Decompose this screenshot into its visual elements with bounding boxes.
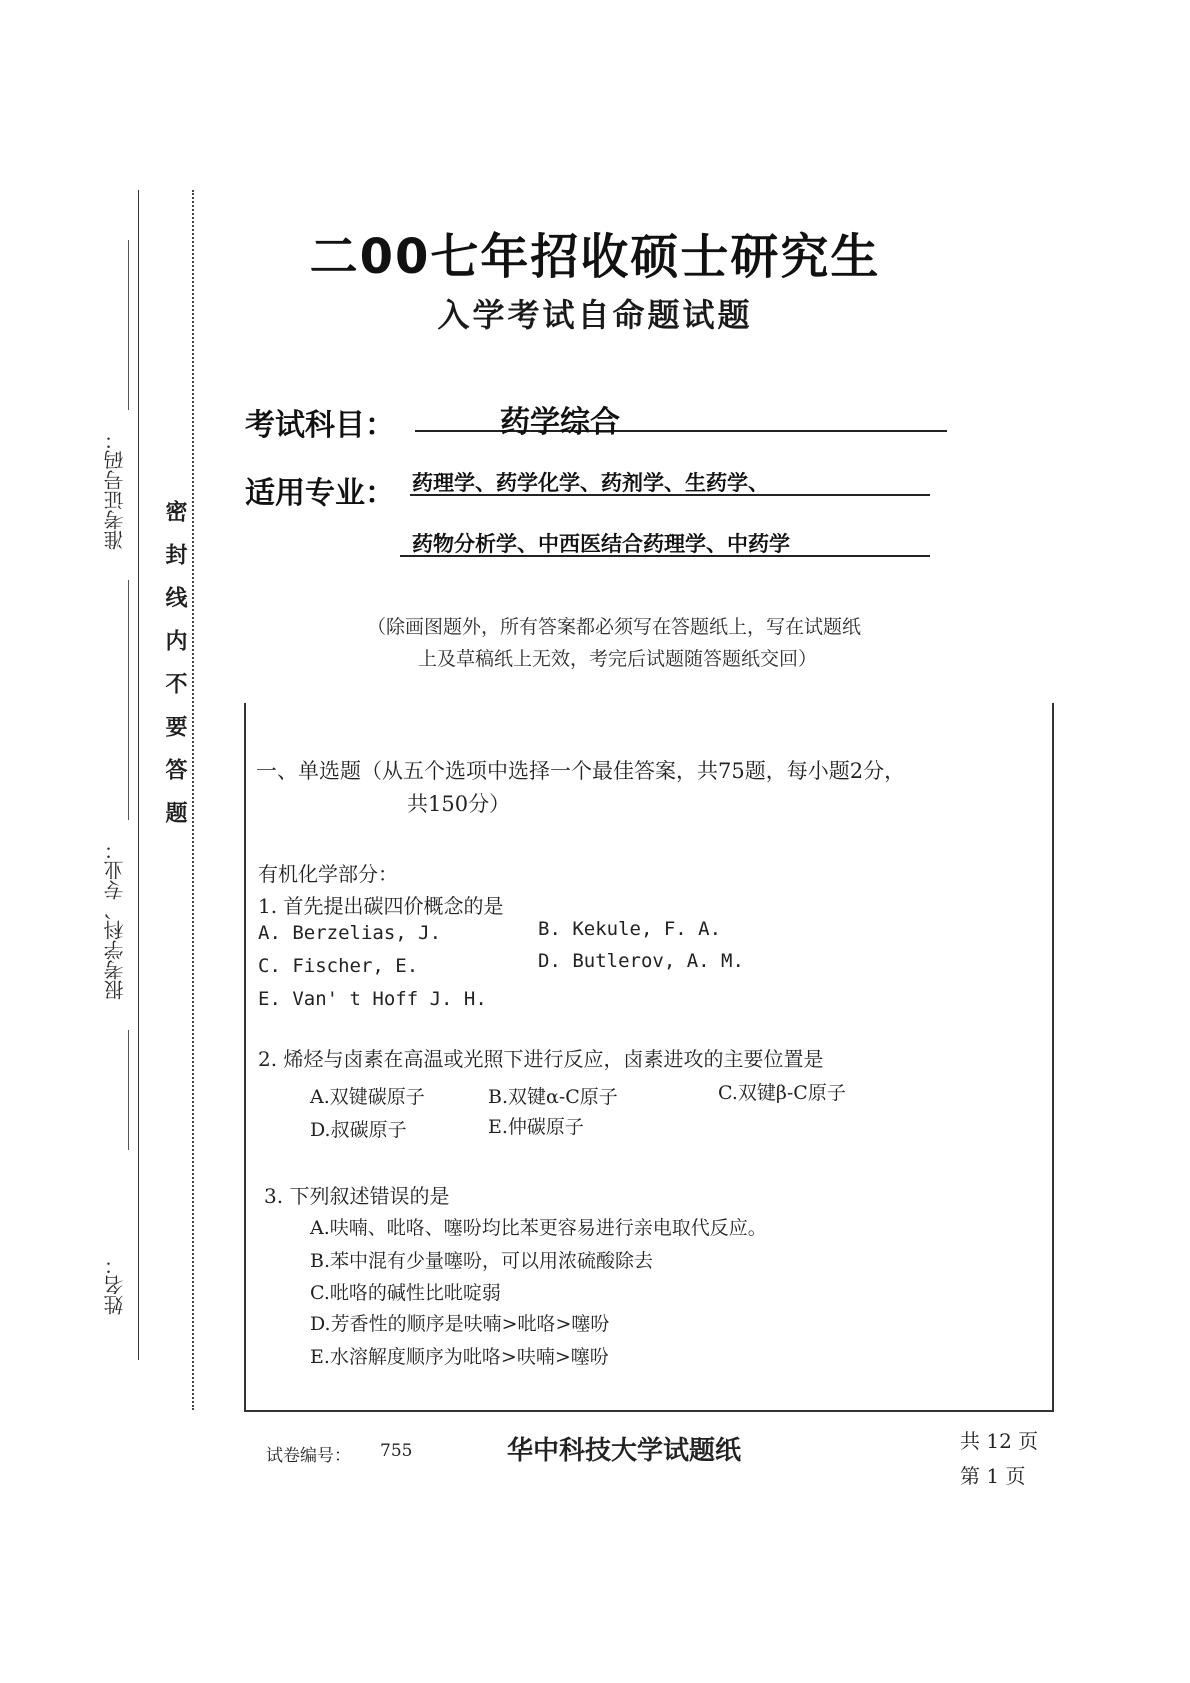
question-3-option-a: A.呋喃、吡咯、噻吩均比苯更容易进行亲电取代反应。 <box>310 1217 767 1239</box>
question-3-stem: 3. 下列叙述错误的是 <box>264 1184 450 1208</box>
subject-label: 考试科目： <box>245 408 395 443</box>
majors-line-2: 药物分析学、中西医结合药理学、中药学 <box>412 531 790 556</box>
major-line <box>128 580 129 820</box>
question-2-option-e: E.仲碳原子 <box>488 1116 584 1138</box>
instructions-line-2: 上及草稿纸上无效，考完后试题随答题纸交回） <box>418 648 818 670</box>
paper-code-label: 试卷编号： <box>266 1446 351 1466</box>
question-1-option-c: C. Fischer, E. <box>258 955 419 977</box>
paper-code: 755 <box>380 1441 413 1461</box>
part-title: 有机化学部分： <box>258 862 398 886</box>
exam-subtitle: 入学考试自命题试题 <box>437 296 753 334</box>
question-3-option-d: D.芳香性的顺序是呋喃>吡咯>噻吩 <box>310 1313 610 1335</box>
question-3-option-e: E.水溶解度顺序为吡咯>呋喃>噻吩 <box>310 1346 609 1368</box>
section-heading-line-1: 一、单选题（从五个选项中选择一个最佳答案，共75题，每小题2分， <box>256 759 906 783</box>
majors-line-1: 药理学、药学化学、药剂学、生药学、 <box>412 470 769 495</box>
exam-title: 二00七年招收硕士研究生 <box>309 229 881 285</box>
seal-notice: 密封线内不要答题 <box>162 500 188 844</box>
question-2-option-a: A.双键碳原子 <box>310 1086 425 1108</box>
margin-outer-line <box>138 190 139 1360</box>
major-line-lower <box>128 1030 129 1150</box>
subject-underline <box>415 430 947 432</box>
question-3-option-b: B.苯中混有少量噻吩，可以用浓硫酸除去 <box>310 1250 654 1272</box>
question-1-option-b: B. Kekule, F. A. <box>538 918 722 940</box>
subject-value: 药学综合 <box>500 405 620 440</box>
question-2-option-c: C.双键β-C原子 <box>718 1082 846 1104</box>
question-3-option-c: C.吡咯的碱性比吡啶弱 <box>310 1282 501 1304</box>
question-1-option-e: E. Van' t Hoff J. H. <box>258 988 487 1010</box>
name-label: 姓名： <box>103 1255 127 1315</box>
current-page: 第 1 页 <box>960 1464 1026 1488</box>
instructions-line-1: （除画图题外，所有答案都必须写在答题纸上，写在试题纸 <box>367 616 862 638</box>
major-label: 报考学科、专业： <box>103 840 127 1000</box>
university-paper-title: 华中科技大学试题纸 <box>507 1436 742 1466</box>
question-2-option-b: B.双键α-C原子 <box>488 1086 618 1108</box>
total-pages: 共 12 页 <box>960 1429 1039 1453</box>
question-1-stem: 1. 首先提出碳四价概念的是 <box>258 894 504 918</box>
question-1-option-d: D. Butlerov, A. M. <box>538 950 744 972</box>
question-2-stem: 2. 烯烃与卤素在高温或光照下进行反应，卤素进攻的主要位置是 <box>258 1047 824 1071</box>
margin-dotted-seal-line <box>192 190 194 1410</box>
question-1-option-a: A. Berzelias, J. <box>258 922 442 944</box>
majors-label: 适用专业： <box>245 476 395 511</box>
section-heading-line-2: 共150分） <box>407 792 511 816</box>
admission-ticket-label: 准考证号码： <box>103 430 127 550</box>
question-2-option-d: D.叔碳原子 <box>310 1119 407 1141</box>
